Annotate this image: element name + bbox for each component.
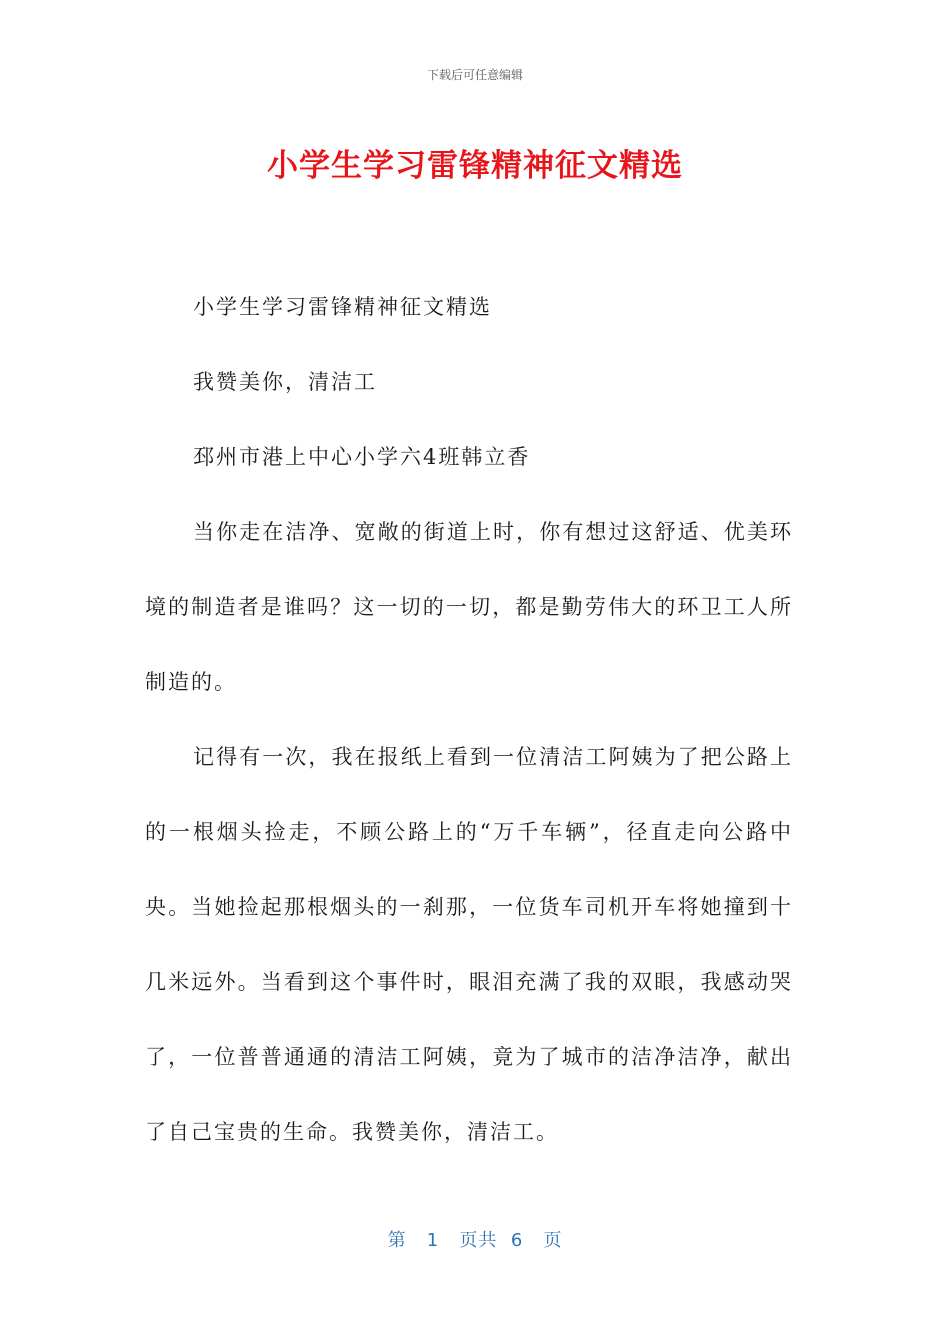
- page-label-mid: 页共: [459, 1230, 498, 1251]
- paragraph-story: 记得有一次，我在报纸上看到一位清洁工阿姨为了把公路上的一根烟头捡走，不顾公路上的“万千车辆”，径直走向公路中央。当她捡起那根烟头的一刹那，一位货车司机开车将她撞到十几米远外。当看到这个事件时，眼泪充满了我的双眼，我感动哭了，一位普普通通的清洁工阿姨，竟为了城市的洁净洁净，献出了自己宝贵的生命。我赞美你，清洁工。: [145, 745, 793, 1144]
- paragraph-essay-title: 我赞美你，清洁工: [193, 370, 377, 394]
- page-current: 1: [426, 1230, 440, 1251]
- document-title: 小学生学习雷锋精神征文精选: [267, 148, 683, 184]
- page-total: 6: [510, 1230, 524, 1251]
- header-note: 下载后可任意编辑: [426, 68, 523, 82]
- page-label-prefix: 第: [387, 1230, 407, 1251]
- page-label-suffix: 页: [543, 1230, 563, 1251]
- paragraph-intro: 当你走在洁净、宽敞的街道上时，你有想过这舒适、优美环境的制造者是谁吗？这一切的一切，都是勤劳伟大的环卫工人所制造的。: [145, 520, 793, 694]
- page-footer: [0, 1226, 950, 1252]
- document-body: [145, 270, 793, 1170]
- paragraph-subtitle: 小学生学习雷锋精神征文精选: [193, 295, 492, 319]
- paragraph-author: 邳州市港上中心小学六4班韩立香: [193, 445, 531, 469]
